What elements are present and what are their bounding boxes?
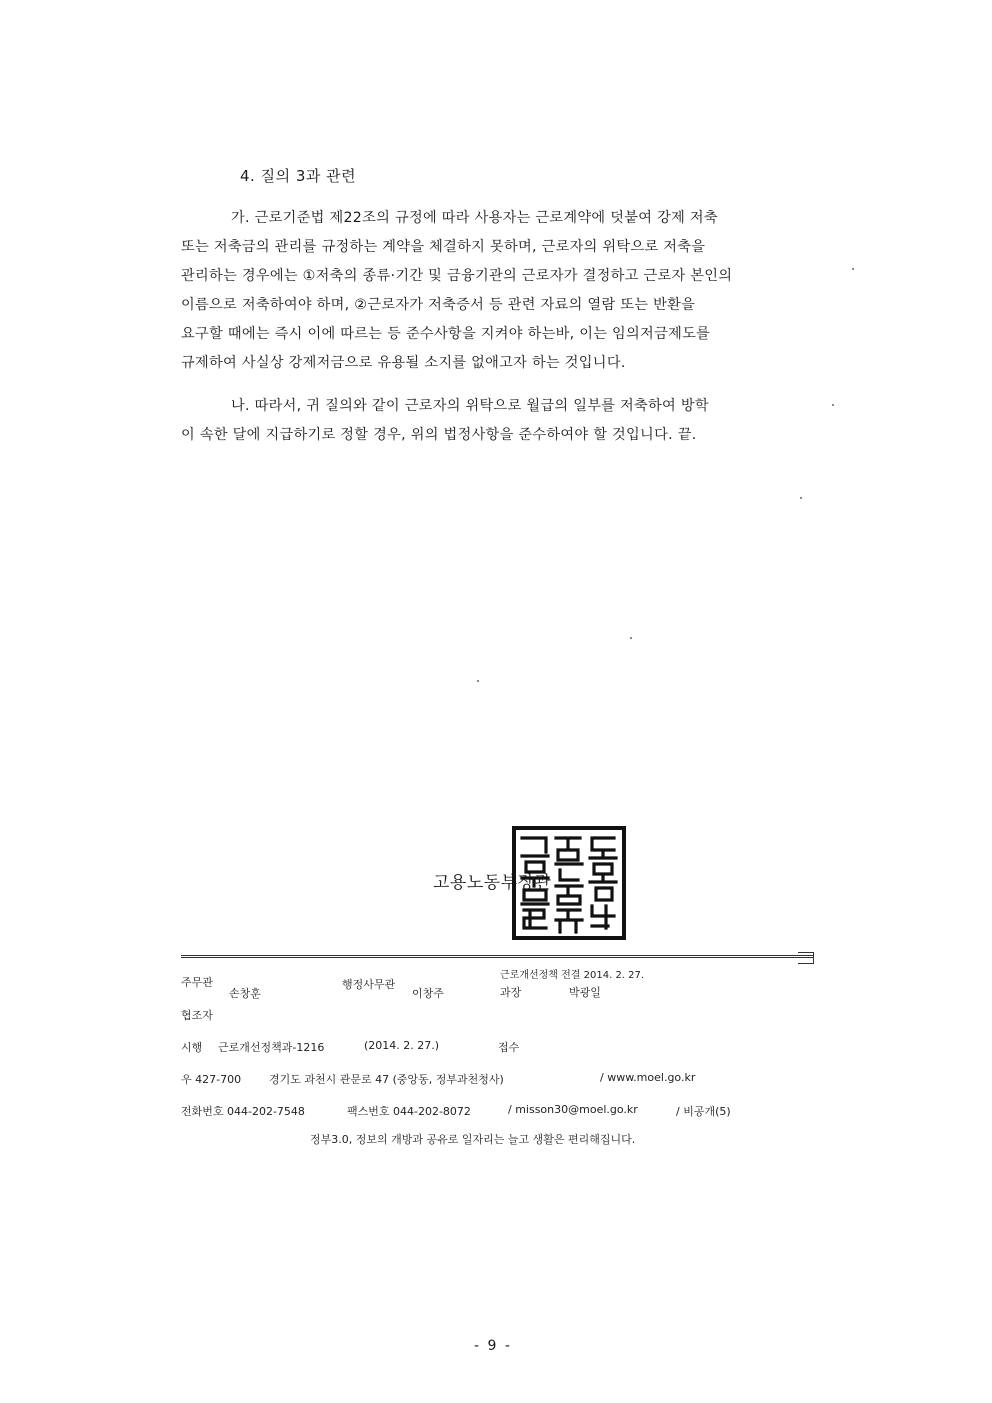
approval-role-2: 행정사무관: [342, 978, 396, 991]
paragraph-ga: [181, 204, 821, 378]
scan-speck: [477, 680, 479, 682]
paragraph-line: 가. 근로기준법 제22조의 규정에 따라 사용자는 근로계약에 덧붙여 강제 저축: [231, 210, 718, 226]
approval-note: 근로개선정책 전결 2014. 2. 27.: [500, 970, 645, 981]
paragraph-line: 규제하여 사실상 강제저금으로 유용될 소지를 없애고자 하는 것입니다.: [181, 355, 626, 371]
paragraph-line: 요구할 때에는 즉시 이에 따르는 등 준수사항을 지켜야 하는바, 이는 임의저금제도를: [181, 326, 711, 342]
approval-role-3: 과장: [500, 986, 522, 999]
scan-speck: [852, 268, 854, 270]
scan-speck: [800, 497, 802, 499]
disclosure-status: / 비공개(5): [676, 1105, 731, 1118]
approval-name-1: 손창훈: [229, 987, 261, 1000]
phone-number: 전화번호 044-202-7548: [181, 1105, 305, 1118]
paragraph-line: 이 속한 달에 지급하기로 정할 경우, 위의 법정사항을 준수하여야 할 것입니다. 끝.: [181, 427, 697, 443]
street-address: 경기도 과천시 관문로 47 (중앙동, 정부과천청사): [269, 1073, 504, 1086]
approval-name-2: 이창주: [412, 987, 444, 1000]
government-slogan: 정부3.0, 정보의 개방과 공유로 일자리는 늘고 생활은 편리해집니다.: [310, 1133, 636, 1146]
paragraph-line: 나. 따라서, 귀 질의와 같이 근로자의 위탁으로 월급의 일부를 저축하여 방학: [231, 398, 709, 414]
website-link[interactable]: / www.moel.go.kr: [600, 1071, 696, 1084]
enforcement-doc-number: 근로개선정책과-1216: [218, 1041, 325, 1054]
approval-name-3: 박광일: [569, 986, 601, 999]
page-number: - 9 -: [474, 1338, 512, 1354]
section-heading: 4. 질의 3과 관련: [240, 167, 357, 185]
postal-code: 우 427-700: [181, 1073, 242, 1086]
official-seal: [512, 826, 626, 940]
paragraph-line: 이름으로 저축하여야 하며, ②근로자가 저축증서 등 관련 자료의 열람 또는 반환을: [181, 297, 696, 313]
paragraph-line: 관리하는 경우에는 ①저축의 종류·기간 및 금융기관의 근로자가 결정하고 근로자 본인의: [181, 268, 733, 284]
cooperator-label: 협조자: [181, 1009, 213, 1022]
email-link[interactable]: / misson30@moel.go.kr: [508, 1103, 638, 1116]
paragraph-line: 또는 저축금의 관리를 규정하는 계약을 체결하지 못하며, 근로자의 위탁으로 저축을: [181, 239, 706, 255]
footer-divider-end: [798, 952, 814, 964]
paragraph-na: [181, 392, 821, 450]
footer-divider: [181, 955, 813, 958]
fax-number: 팩스번호 044-202-8072: [347, 1105, 471, 1118]
scan-speck: [630, 637, 632, 639]
enforcement-label: 시행: [181, 1041, 203, 1054]
scan-speck: [832, 404, 834, 406]
approval-role-1: 주무관: [181, 976, 213, 989]
sender-signature: 고용노동부장관: [433, 873, 552, 893]
receipt-label: 접수: [498, 1041, 520, 1054]
enforcement-date: (2014. 2. 27.): [364, 1039, 440, 1052]
seal-glyphs-icon: [516, 830, 622, 936]
